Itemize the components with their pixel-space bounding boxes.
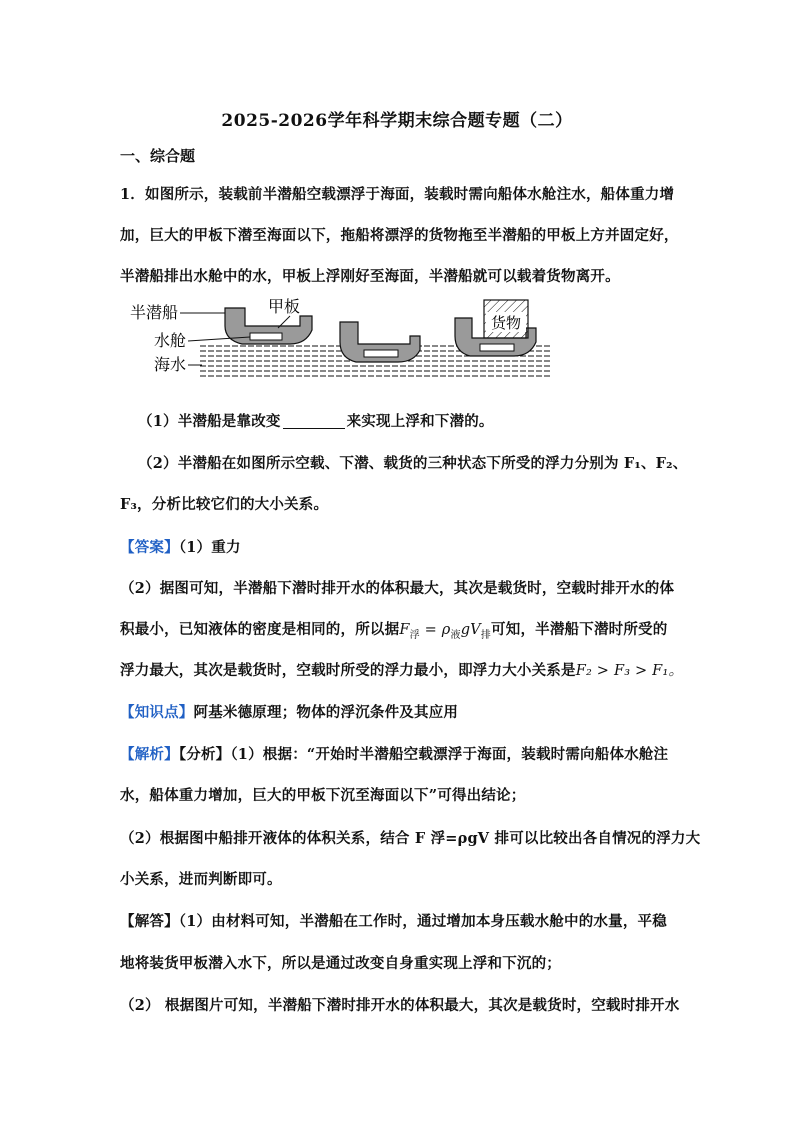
answer-part-1: [120, 536, 680, 557]
label-sea: 海水: [154, 355, 187, 374]
analysis-tag: 【解析】: [120, 746, 179, 763]
question-line-1: 1．如图所示，装载前半潜船空载漂浮于海面，装载时需向船体水舱注水，船体重力增: [120, 186, 675, 203]
subquestion-2-line-1: （2）半潜船在如图所示空载、下潜、载货的三种状态下所受的浮力分别为 F₁、F₂、: [138, 455, 688, 472]
answer-part-2-line-3: [120, 659, 684, 680]
analysis-line-2: 水，船体重力增加，巨大的甲板下沉至海面以下”可得出结论；: [120, 787, 526, 804]
solution-line-2: 地将装货甲板潜入水下，所以是通过改变自身重实现上浮和下沉的；: [120, 955, 561, 972]
subquestion-1: [138, 410, 698, 431]
subquestion-1-text-before: （1）半潜船是靠改变: [138, 413, 281, 430]
ship-loaded: [455, 300, 536, 356]
subquestion-1-text-after: 来实现上浮和下潜的。: [346, 413, 494, 430]
knowledge-tag: 【知识点】: [120, 704, 194, 721]
solution-line-3: （2） 根据图片可知，半潜船下潜时排开水的体积最大，其次是载货时，空载时排开水: [120, 997, 680, 1014]
knowledge-points: [120, 701, 680, 722]
answer-blank[interactable]: [283, 414, 345, 429]
question-line-2: 加，巨大的甲板下潜至海面以下，拖船将漂浮的货物拖至半潜船的甲板上方并固定好，: [120, 227, 679, 244]
answer-part-1-text: （1）重力: [178, 539, 241, 556]
section-heading: 一、综合题: [120, 147, 196, 165]
analysis-line-3: （2）根据图中船排开液体的体积关系，结合 F 浮=ρgV 排可以比较出各自情况的浮力大: [120, 830, 701, 847]
label-deck: 甲板: [268, 297, 301, 316]
answer-relation-text: 浮力最大，其次是载货时，空载时所受的浮力最小，即浮力大小关系是: [120, 662, 576, 679]
knowledge-text: 阿基米德原理；物体的浮沉条件及其应用: [193, 704, 459, 721]
solution-line-1: 【解答】（1）由材料可知，半潜船在工作时，通过增加本身压载水舱中的水量，平稳: [120, 913, 667, 930]
answer-text-before-formula: 积最小，已知液体的密度是相同的，所以据: [120, 621, 400, 638]
answer-part-2-line-2: [120, 618, 680, 641]
analysis-line-1-text: 【分析】（1）根据：“开始时半潜船空载漂浮于海面，装载时需向船体水舱注: [178, 746, 669, 763]
page-title: 2025-2026学年科学期末综合题专题（二）: [221, 111, 573, 131]
answer-part-2-line-1: （2）据图可知，半潜船下潜时排开水的体积最大，其次是载货时，空载时排开水的体: [120, 580, 675, 597]
analysis-line-4: 小关系，进而判断即可。: [120, 871, 282, 888]
subquestion-2-line-2: F₃，分析比较它们的大小关系。: [120, 496, 329, 513]
analysis-line-1: [120, 743, 680, 764]
buoyancy-relation: F₂ > F₃ > F₁。: [575, 663, 684, 679]
semi-submersible-ship-figure: [130, 296, 550, 392]
ship-submerged: [340, 322, 420, 362]
question-line-3: 半潜船排出水舱中的水，甲板上浮刚好至海面，半潜船就可以载着货物离开。: [120, 268, 620, 285]
buoyancy-formula: $F_浮 = \rho_液gV_排$: [399, 622, 492, 641]
label-cargo: 货物: [490, 314, 522, 332]
label-ship: 半潜船: [130, 303, 179, 322]
answer-text-after-formula: 可知，半潜船下潜时所受的: [491, 621, 668, 638]
label-tank: 水舱: [154, 331, 187, 350]
answer-tag: 【答案】: [120, 539, 179, 556]
